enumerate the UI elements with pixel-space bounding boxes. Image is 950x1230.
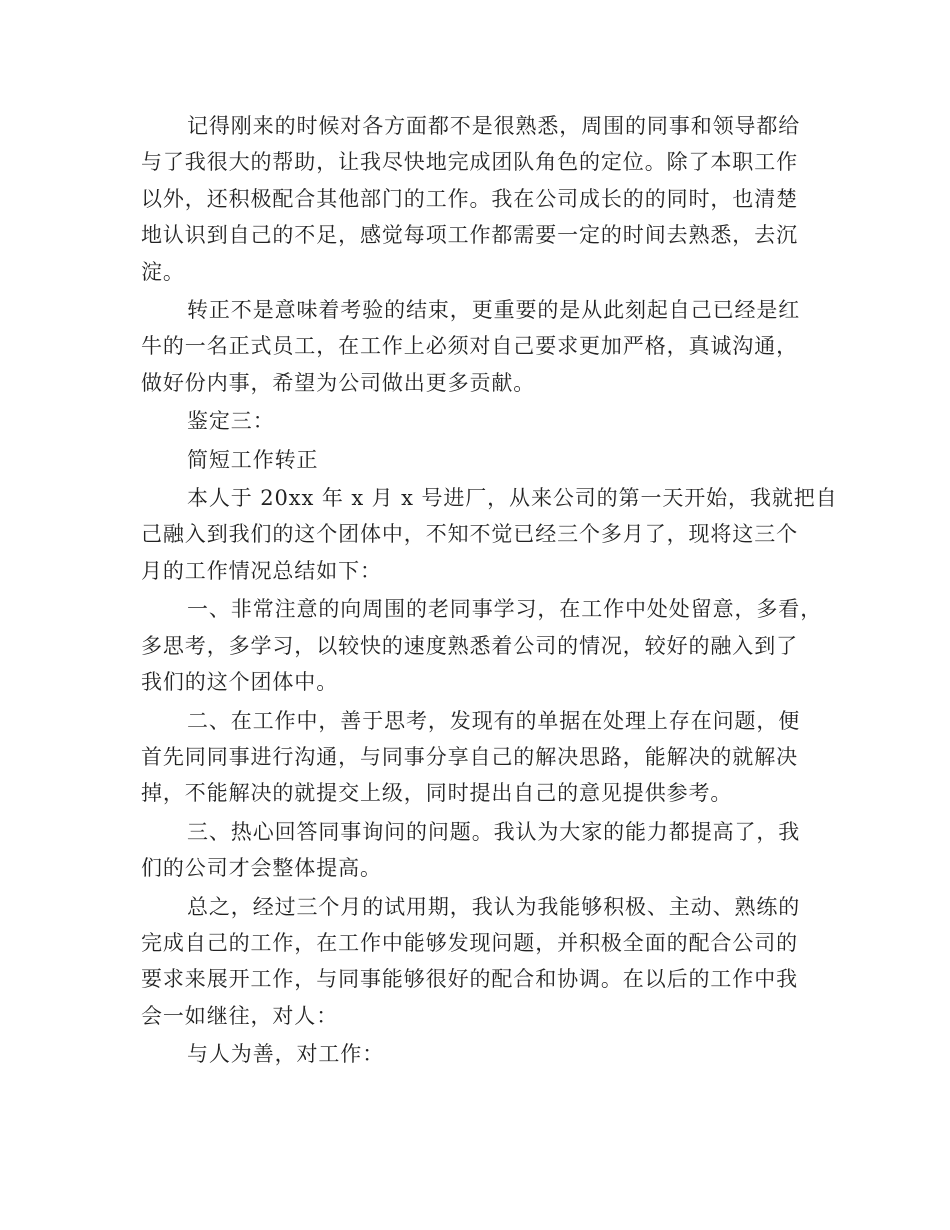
text-line: 完成自己的工作，在工作中能够发现问题，并积极全面的配合公司的 [141, 930, 798, 955]
text-line: 多思考，多学习，以较快的速度熟悉着公司的情况，较好的融入到了 [141, 633, 798, 658]
text-line: 己融入到我们的这个团体中，不知不觉已经三个多月了，现将这三个 [141, 522, 798, 547]
text-line: 月的工作情况总结如下： [141, 558, 382, 583]
paragraph [141, 591, 823, 700]
text-line: 一、非常注意的向周围的老同事学习，在工作中处处留意，多看， [187, 597, 823, 622]
text-line: 本人于 20xx 年 x 月 x 号进厂，从来公司的第一天开始，我就把自 [187, 486, 838, 511]
text-line: 以外，还积极配合其他部门的工作。我在公司成长的的同时，也清楚 [141, 186, 798, 211]
text-line: 我们的这个团体中。 [141, 670, 339, 695]
text-line: 总之，经过三个月的试用期，我认为我能够积极、主动、熟练的 [187, 894, 801, 919]
paragraph [141, 814, 809, 887]
document-body [141, 108, 838, 1075]
paragraph [141, 108, 809, 290]
paragraph [141, 889, 809, 1035]
text-line: 与了我很大的帮助，让我尽快地完成团队角色的定位。除了本职工作 [141, 150, 798, 175]
text-line: 记得刚来的时候对各方面都不是很熟悉，周围的同事和领导都给 [187, 114, 801, 138]
paragraph [141, 480, 838, 589]
paragraph [141, 1036, 809, 1072]
text-line: 淀。 [141, 259, 185, 284]
text-line: 简短工作转正 [187, 447, 319, 472]
text-line: 们的公司才会整体提高。 [141, 856, 382, 881]
text-line: 会一如继往，对人： [141, 1003, 339, 1028]
paragraph [141, 442, 809, 478]
text-line: 牛的一名正式员工，在工作上必须对自己要求更加严格，真诚沟通， [141, 334, 798, 359]
text-line: 地认识到自己的不足，感觉每项工作都需要一定的时间去熟悉，去沉 [141, 223, 798, 248]
text-line: 掉，不能解决的就提交上级，同时提出自己的意见提供参考。 [141, 781, 733, 806]
text-line: 与人为善，对工作： [187, 1042, 385, 1067]
paragraph [141, 403, 809, 439]
text-line: 二、在工作中，善于思考，发现有的单据在处理上存在问题，便 [187, 708, 801, 733]
text-line: 首先同同事进行沟通，与同事分享自己的解决思路，能解决的就解决 [141, 744, 798, 769]
text-line: 做好份内事，希望为公司做出更多贡献。 [141, 370, 536, 395]
text-line: 要求来展开工作，与同事能够很好的配合和协调。在以后的工作中我 [141, 967, 798, 992]
text-line: 鉴定三： [187, 409, 275, 434]
text-line: 转正不是意味着考验的结束，更重要的是从此刻起自己已经是红 [187, 298, 801, 323]
paragraph [141, 703, 809, 812]
paragraph [141, 292, 809, 401]
text-line: 三、热心回答同事询问的问题。我认为大家的能力都提高了，我 [187, 819, 801, 844]
